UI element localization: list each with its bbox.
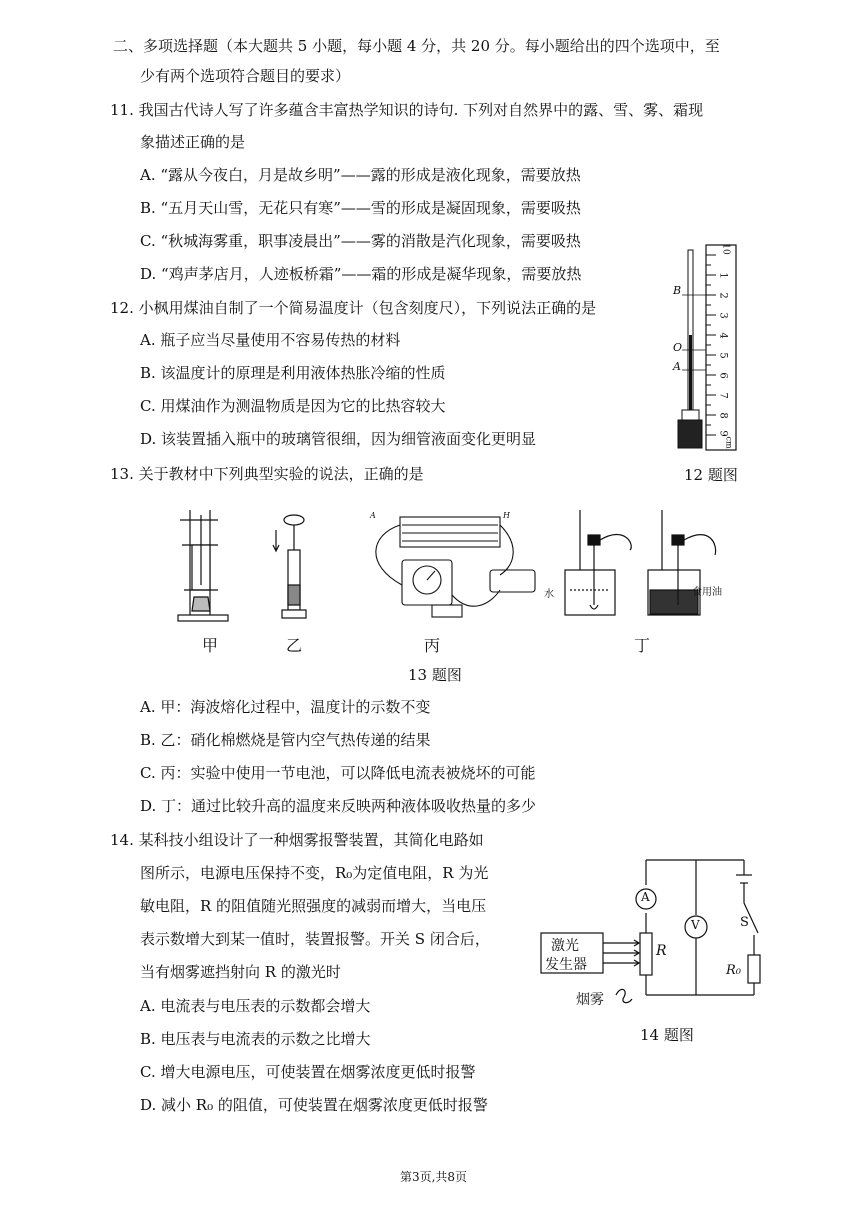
voltmeter-label: V	[691, 918, 700, 932]
water-label: 水	[544, 589, 554, 600]
smoke-label: 烟雾	[576, 992, 604, 1008]
laser-label-line-2: 发生器	[545, 957, 587, 973]
q12-option-a: A. 瓶子应当尽量使用不容易传热的材料	[140, 331, 401, 349]
ruler-tick-6: 6	[717, 372, 729, 379]
q14-stem-line-3: 敏电阻，R 的阻值随光照强度的减弱而增大，当电压	[140, 897, 487, 915]
q11-stem-line-1: 11. 我国古代诗人写了许多蕴含丰富热学知识的诗句. 下列对自然界中的露、雪、雾、霜现	[110, 101, 704, 119]
q14-circuit-figure	[536, 855, 776, 1020]
q14-option-b: B. 电压表与电流表的示数之比增大	[140, 1030, 371, 1048]
ruler-tick-2: 2	[717, 292, 729, 299]
q11-option-c: C. “秋城海雾重，职事凌晨出”——雾的消散是汽化现象，需要吸热	[140, 232, 581, 250]
ruler-tick-4: 4	[717, 332, 729, 339]
ruler-tick-1: 1	[717, 272, 729, 279]
thermometer-mark-b: B	[673, 284, 682, 297]
q12-option-d: D. 该装置插入瓶中的玻璃管很细，因为细管液面变化更明显	[140, 430, 537, 448]
ruler-end: 10	[720, 243, 731, 255]
q14-stem-line-4: 表示数增大到某一值时，装置报警。开关 S 闭合后，	[140, 930, 490, 948]
q13-option-a: A. 甲：海波熔化过程中，温度计的示数不变	[140, 698, 431, 716]
figure-label-ding: 丁	[634, 636, 651, 655]
q11-option-d: D. “鸡声茅店月，人迹板桥霜”——霜的形成是凝华现象，需要放热	[140, 265, 582, 283]
section-header-line-1: 二、多项选择题（本大题共 5 小题，每小题 4 分，共 20 分。每小题给出的四个选项中，至	[113, 37, 720, 55]
q12-option-b: B. 该温度计的原理是利用液体热胀冷缩的性质	[140, 364, 446, 382]
q13-option-d: D. 丁：通过比较升高的温度来反映两种液体吸收热量的多少	[140, 797, 537, 815]
q14-stem-line-5: 当有烟雾遮挡射向 R 的激光时	[140, 963, 341, 981]
page-footer: 第3页,共8页	[399, 1170, 468, 1184]
q13-option-c: C. 丙：实验中使用一节电池，可以降低电流表被烧坏的可能	[140, 764, 536, 782]
thermometer-mark-o: O	[673, 341, 683, 354]
fixed-resistor-label: R₀	[726, 963, 741, 978]
q14-figure-caption: 14 题图	[640, 1026, 694, 1044]
q13-stem: 13. 关于教材中下列典型实验的说法，正确的是	[110, 465, 424, 483]
section-header-line-2: 少有两个选项符合题目的要求）	[140, 67, 351, 85]
q11-stem-line-2: 象描述正确的是	[140, 133, 246, 151]
q14-option-c: C. 增大电源电压，可使装置在烟雾浓度更低时报警	[140, 1063, 476, 1081]
ruler-tick-7: 7	[717, 392, 729, 399]
ruler-unit: cm	[724, 436, 734, 449]
photoresistor-label: R	[656, 943, 667, 959]
q12-stem: 12. 小枫用煤油自制了一个简易温度计（包含刻度尺），下列说法正确的是	[110, 299, 597, 317]
figure-label-jia: 甲	[202, 636, 219, 655]
q12-figure	[660, 240, 750, 455]
ruler-tick-9: 9	[717, 430, 729, 437]
q11-option-b: B. “五月天山雪，无花只有寒”——雪的形成是凝固现象，需要吸热	[140, 199, 581, 217]
q13-option-b: B. 乙：硝化棉燃烧是管内空气热传递的结果	[140, 731, 431, 749]
q11-option-a: A. “露从今夜白，月是故乡明”——露的形成是液化现象，需要放热	[140, 166, 581, 184]
q14-option-d: D. 减小 R₀ 的阻值，可使装置在烟雾浓度更低时报警	[140, 1096, 488, 1114]
q13-figure-caption: 13 题图	[408, 666, 462, 684]
q12-figure-caption: 12 题图	[684, 466, 738, 484]
meter-label-a: A	[370, 511, 376, 520]
q14-stem-line-1: 14. 某科技小组设计了一种烟雾报警装置，其简化电路如	[110, 831, 484, 849]
laser-label-line-1: 激光	[551, 938, 579, 954]
q14-stem-line-2: 图所示，电源电压保持不变，R₀为定值电阻，R 为光	[140, 864, 489, 882]
oil-label: 食用油	[692, 587, 722, 598]
ruler-tick-3: 3	[717, 312, 729, 319]
meter-label-h: H	[503, 511, 510, 520]
ruler-tick-5: 5	[717, 352, 729, 359]
ruler-tick-8: 8	[717, 412, 729, 419]
figure-label-yi: 乙	[286, 636, 303, 655]
q12-option-c: C. 用煤油作为测温物质是因为它的比热容较大	[140, 397, 446, 415]
q14-option-a: A. 电流表与电压表的示数都会增大	[140, 997, 371, 1015]
thermometer-mark-a: A	[673, 360, 681, 373]
figure-label-bing: 丙	[424, 636, 441, 655]
switch-label: S	[740, 915, 749, 930]
ammeter-label: A	[641, 890, 650, 904]
